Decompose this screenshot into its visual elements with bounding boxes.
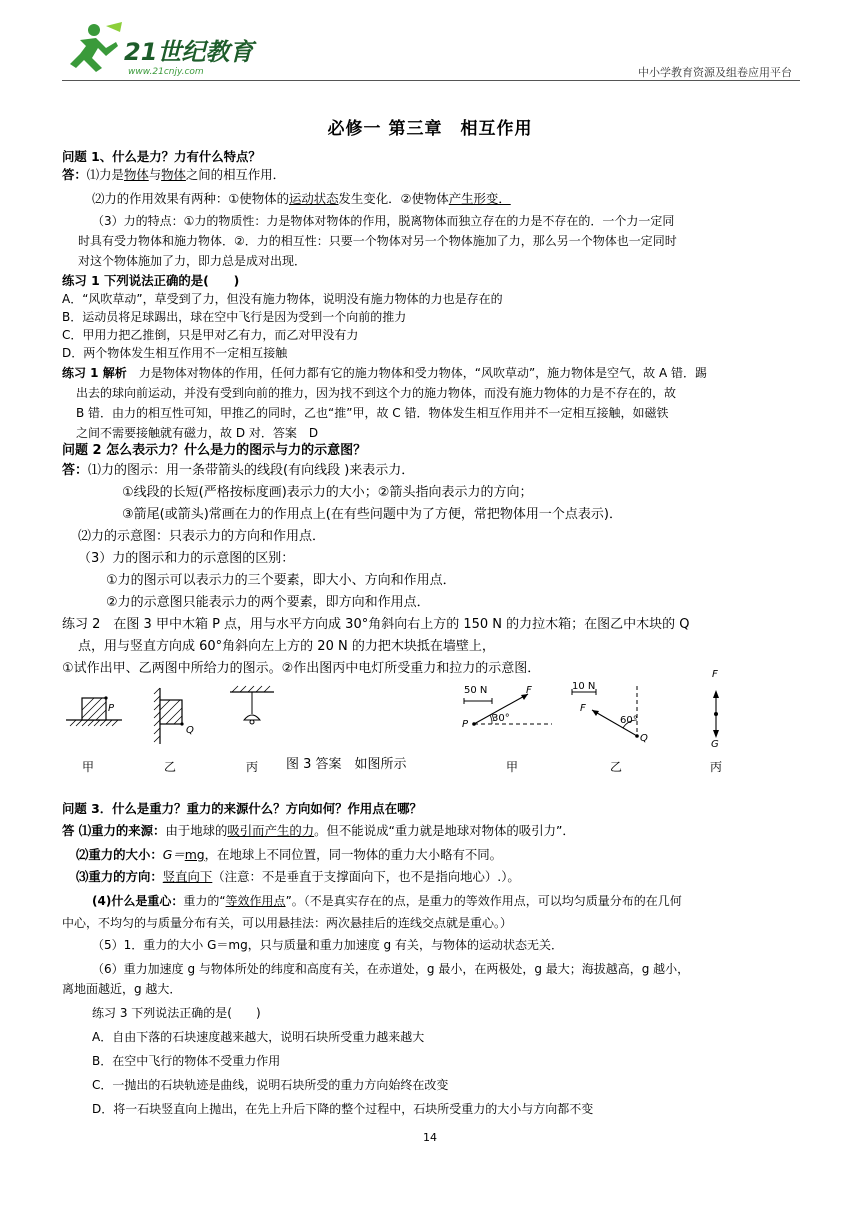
label-jia: 甲 — [82, 760, 95, 774]
text: mg — [184, 847, 205, 862]
text: ⑵力的作用效果有两种：①使物体的 — [92, 191, 289, 206]
text: G＝ — [162, 847, 185, 862]
answer-3-line-4 — [92, 892, 682, 910]
answer-1-line-5: 对这个物体施加了力，即力总是成对出现． — [78, 254, 307, 268]
answer-3-line-6: （5）1．重力的大小 G＝mg，只与质量和重力加速度 g 有关，与物体的运动状态无关． — [92, 938, 563, 952]
header-divider — [62, 80, 800, 81]
label-q-answer: Q — [640, 733, 648, 744]
answer-1-line-1 — [62, 166, 285, 184]
page-header — [62, 18, 800, 80]
label-f-yi: F — [580, 703, 586, 714]
answer-2-line-1 — [62, 462, 414, 480]
page-number: 14 — [423, 1131, 437, 1144]
answer-label: 答： — [62, 463, 89, 478]
text: 运动状态 — [288, 191, 339, 206]
label-q: Q — [186, 725, 194, 736]
text: （注意：不是垂直于支撑面向下，也不是指向地心）.）。 — [212, 869, 520, 884]
text: 产生形变． — [448, 191, 511, 206]
text: 物体 — [123, 167, 149, 182]
figure-caption: 图 3 答案 如图所示 — [286, 757, 407, 772]
exercise-1-option-d: D．两个物体发生相互作用不一定相互接触 — [62, 346, 288, 360]
text: 重力的“ — [183, 894, 226, 908]
exercise-1-option-a: A．“风吹草动”，草受到了力，但没有施力物体，说明没有施力物体的力也是存在的 — [62, 292, 503, 306]
answer-3-line-8: 离地面越近，g 越大． — [62, 982, 182, 996]
svg-text:www.21cnjy.com: www.21cnjy.com — [128, 67, 204, 77]
text: ，在地球上不同位置，同一物体的重力大小略有不同。 — [204, 847, 503, 862]
exercise-3-option-d: D．将一石块竖直向上抛出，在先上升后下降的整个过程中，石块所受重力的大小与方向都不变 — [92, 1102, 594, 1116]
label-f-jia: F — [526, 685, 532, 696]
answer-2-line-3: ③箭尾(或箭头)常画在力的作用点上(在有些问题中为了方便，常把物体用一个点表示)． — [122, 507, 622, 522]
answer-2-line-5: （3）力的图示和力的示意图的区别： — [78, 551, 295, 566]
answer-2-line-4: ⑵力的示意图：只表示力的方向和作用点． — [78, 529, 326, 544]
exercise-1-solution-2: 出去的球向前运动，并没有受到向前的推力，因为找不到这个力的施力物体，而没有施力物体的力是不存在的，故 — [76, 386, 677, 400]
exercise-3-option-c: C．一抛出的石块轨迹是曲线，说明石块所受的重力方向始终在改变 — [92, 1078, 449, 1092]
answer-label: 答： — [62, 167, 87, 182]
text: ⑶重力的方向： — [76, 869, 163, 884]
text: 之间的相互作用． — [185, 167, 286, 182]
exercise-3: 练习 3 下列说法正确的是( ) — [92, 1006, 261, 1020]
answer-2-line-6: ①力的图示可以表示力的三个要素，即大小、方向和作用点． — [106, 573, 456, 588]
logo-21cnjy — [62, 18, 302, 78]
label-p-answer: P — [462, 719, 469, 730]
exercise-1-solution-4: 之间不需要接触就有磁力，故 D 对．答案 D — [76, 426, 319, 440]
label-g-bing: G — [711, 739, 719, 750]
answer-3-line-7: （6）重力加速度 g 与物体所处的纬度和高度有关，在赤道处，g 最小，在两极处，g 最大；海拔越高，g 越小， — [92, 962, 690, 976]
answer-2-line-7: ②力的示意图只能表示力的两个要素，即方向和作用点． — [106, 595, 430, 610]
answer-3-line-2 — [76, 846, 502, 864]
label-yi: 乙 — [164, 760, 177, 774]
exercise-3-option-b: B．在空中飞行的物体不受重力作用 — [92, 1054, 281, 1068]
platform-name: 中小学教育资源及组卷应用平台 — [638, 66, 792, 79]
text: ⑵重力的大小： — [76, 847, 163, 862]
text: (4)什么是重心： — [92, 894, 184, 908]
answer-3-line-3 — [76, 868, 520, 886]
text: ⑴力的图示：用一条带箭头的线段(有向线段 )来表示力． — [88, 463, 415, 478]
answer-1-line-2 — [92, 190, 511, 208]
text: 与 — [148, 167, 162, 182]
text: 力是物体对物体的作用，任何力都有它的施力物体和受力物体，“风吹草动”，施力物体是空气，故 A 错．踢 — [126, 366, 707, 380]
answer-1-line-3: （3）力的特点：①力的物质性：力是物体对物体的作用，脱离物体而独立存在的力是不存在的．一个力一定同 — [92, 214, 675, 228]
exercise-2-line-2: 点，用与竖直方向成 60°角斜向左上方的 20 N 的力把木块抵在墙壁上， — [78, 639, 495, 654]
text: 。但不能说成“重力就是地球对物体的吸引力”． — [314, 823, 575, 838]
page-title: 必修一 第三章 相互作用 — [327, 119, 533, 139]
angle-30: 30° — [492, 713, 510, 724]
text: ”。（不是真实存在的点，是重力的等效作用点，可以均匀质量分布的在几何 — [285, 894, 682, 908]
text: 竖直向下 — [162, 869, 213, 884]
exercise-1-solution-1 — [62, 364, 707, 382]
label-bing-answer: 丙 — [710, 760, 723, 774]
scale-10n: 10 N — [572, 681, 596, 692]
text: 等效作用点 — [225, 894, 286, 908]
answer-figure-bing — [713, 690, 719, 738]
exercise-1: 练习 1 下列说法正确的是( ) — [62, 273, 240, 288]
question-1: 问题 1、什么是力？力有什么特点？ — [62, 149, 261, 164]
figure-yi — [154, 688, 184, 744]
label-yi-answer: 乙 — [610, 760, 623, 774]
label-f-bing: F — [712, 669, 718, 680]
answer-3-line-5: 中心，不均匀的与质量分布有关，可以用悬挂法：两次悬挂后的连线交点就是重心。） — [62, 916, 513, 930]
exercise-1-option-c: C．甲用力把乙推倒，只是甲对乙有力，而乙对甲没有力 — [62, 328, 359, 342]
exercise-1-solution-3: B 错．由力的相互性可知，甲推乙的同时，乙也“推”甲，故 C 错．物体发生相互作用并不一定相互接触，如磁铁 — [76, 406, 669, 420]
question-3: 问题 3．什么是重力？重力的来源什么？方向如何？作用点在哪？ — [62, 801, 422, 816]
exercise-2-line-3: ①试作出甲、乙两图中所给力的图示。②作出图丙中电灯所受重力和拉力的示意图． — [62, 661, 541, 676]
exercise-2-line-1: 练习 2 在图 3 甲中木箱 P 点，用与水平方向成 30°角斜向右上方的 150 N 的力拉木箱；在图乙中木块的 Q — [62, 617, 690, 632]
answer-2-line-2: ①线段的长短(严格按标度画)表示力的大小；②箭头指向表示力的方向； — [122, 485, 533, 500]
text: 答 ⑴重力的来源： — [62, 823, 166, 838]
label-jia-answer: 甲 — [506, 760, 519, 774]
question-2: 问题 2 怎么表示力？什么是力的图示与力的示意图？ — [62, 443, 367, 458]
text: ⑴力是 — [86, 167, 124, 182]
text: 由于地球的 — [165, 823, 228, 838]
answer-1-line-4: 时具有受力物体和施力物体．②．力的相互性：只要一个物体对另一个物体施加了力，那么另一个物体也一定同时 — [78, 234, 677, 248]
text: 物体 — [161, 167, 186, 182]
label-bing: 丙 — [246, 760, 259, 774]
solution-label: 练习 1 解析 — [62, 366, 127, 380]
answer-3-line-1 — [62, 822, 575, 840]
text: 吸引而产生的力 — [227, 823, 315, 838]
figure-bing — [230, 686, 274, 724]
exercise-1-option-b: B．运动员将足球踢出，球在空中飞行是因为受到一个向前的推力 — [62, 310, 407, 324]
label-p: P — [108, 703, 115, 714]
svg-text:21世纪教育: 21世纪教育 — [124, 38, 254, 66]
text: 发生变化．②使物体 — [338, 191, 449, 206]
scale-50n: 50 N — [464, 685, 488, 696]
angle-60: 60° — [620, 715, 638, 726]
exercise-3-option-a: A．自由下落的石块速度越来越大，说明石块所受重力越来越大 — [92, 1030, 425, 1044]
